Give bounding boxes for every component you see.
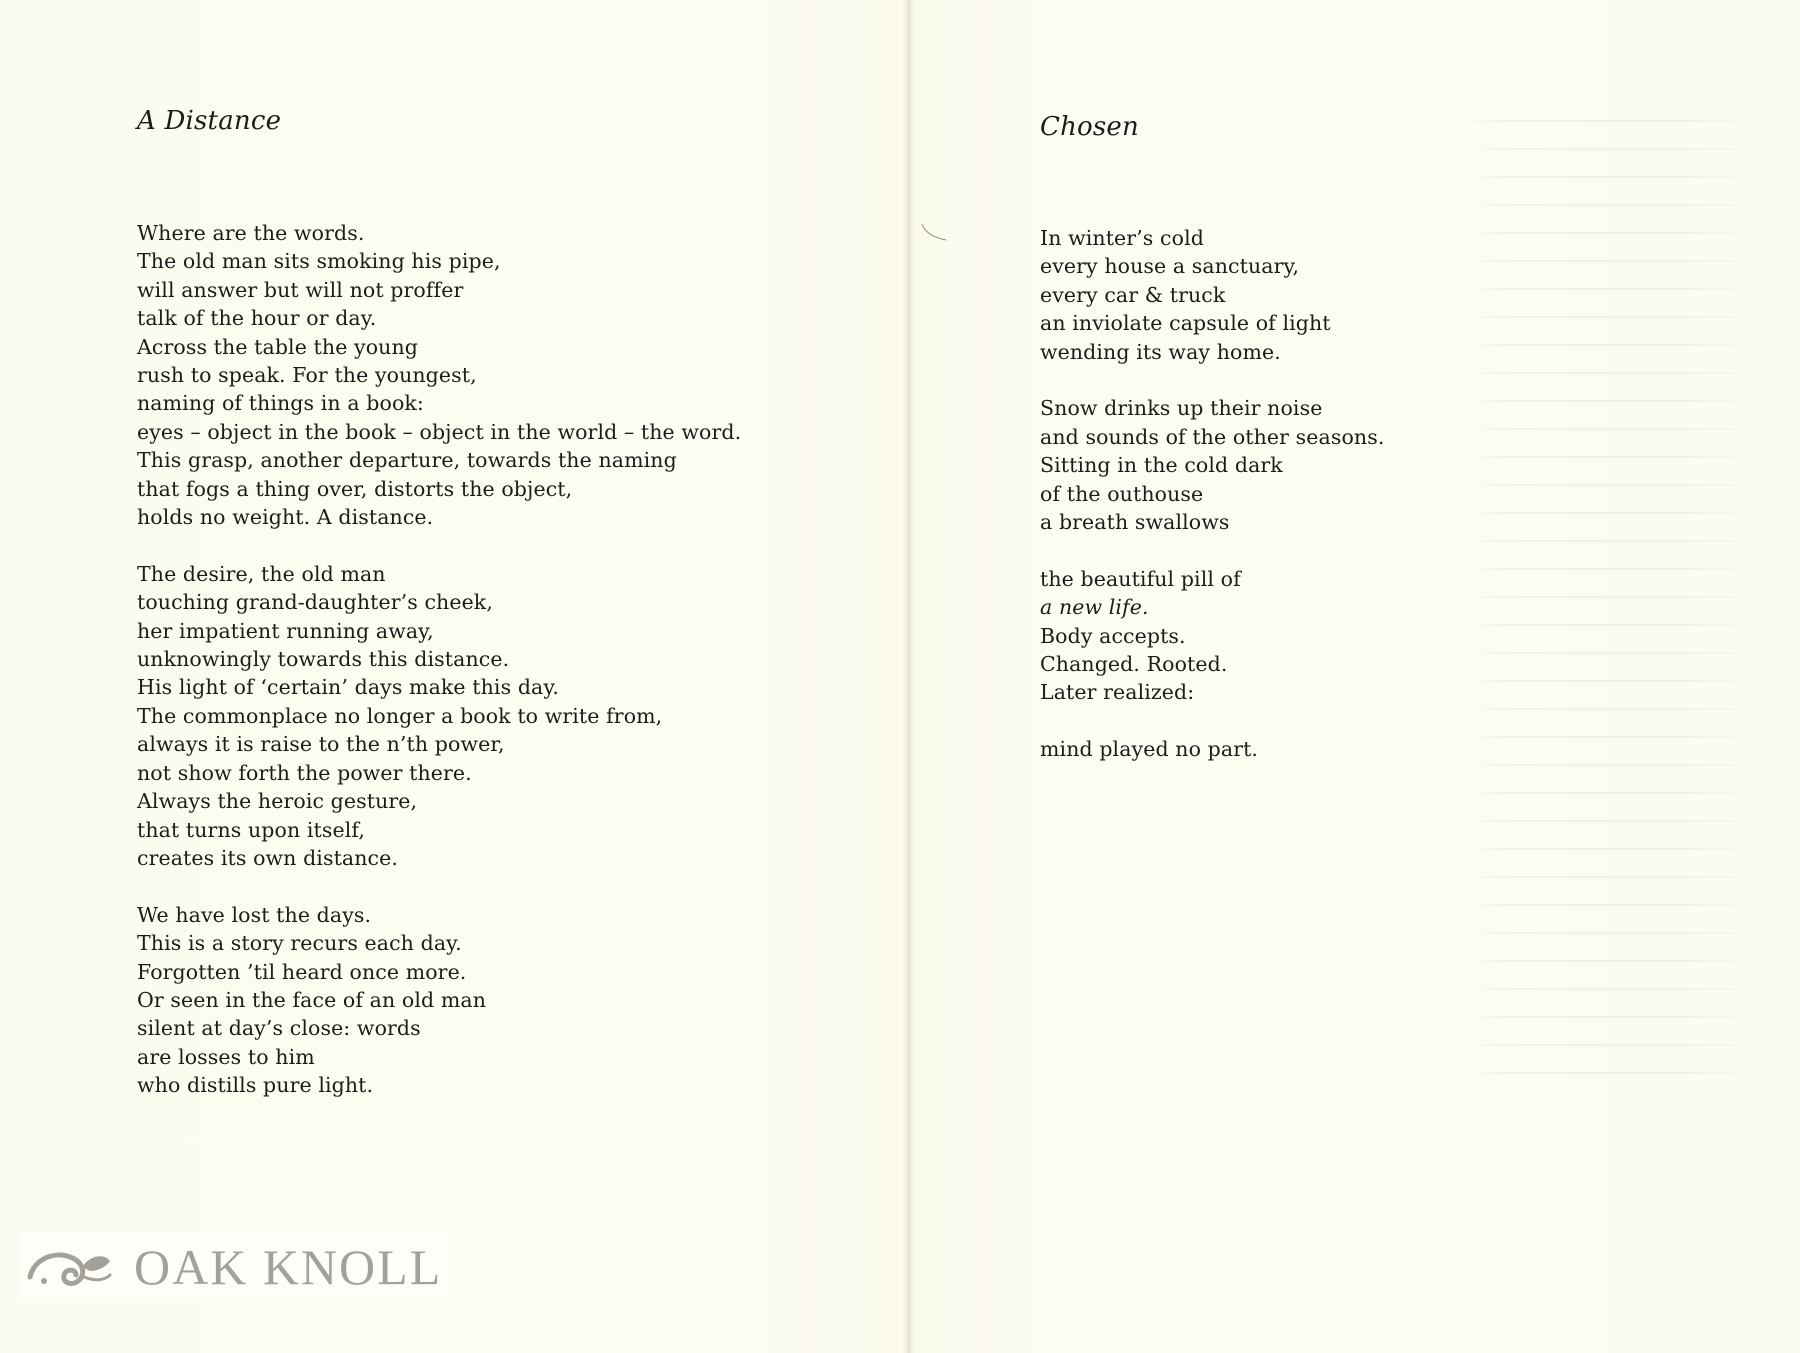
poem-line: This grasp, another departure, towards the naming [137, 448, 677, 473]
book-gutter [902, 0, 916, 1353]
poem-line: Always the heroic gesture, [137, 789, 418, 814]
poem-line: that fogs a thing over, distorts the object, [137, 476, 573, 501]
stanza [137, 219, 741, 531]
poem-line: of the outhouse [1040, 481, 1204, 506]
poem-line: The commonplace no longer a book to write from, [137, 703, 663, 728]
poem-line: an inviolate capsule of light [1040, 311, 1331, 336]
poem-line: always it is raise to the n’th power, [137, 732, 505, 757]
poem-line: are losses to him [137, 1044, 315, 1069]
poem-line: Forgotten ’til heard once more. [137, 959, 467, 984]
paper-mark [920, 222, 950, 242]
poem-line: a new life. [1040, 595, 1149, 620]
poem-title-right: Chosen [1040, 112, 1139, 142]
poem-title-left: A Distance [137, 106, 282, 136]
poem-line: rush to speak. For the youngest, [137, 363, 477, 388]
poem-line: her impatient running away, [137, 618, 434, 643]
poem-line: mind played no part. [1040, 737, 1259, 762]
poem-left [137, 219, 741, 1100]
poem-line: His light of ‘certain’ days make this day. [137, 675, 559, 700]
poem-line: Across the table the young [137, 334, 419, 359]
stanza [1040, 394, 1384, 536]
poem-right [1040, 224, 1384, 764]
poem-line: every house a sanctuary, [1040, 254, 1300, 279]
poem-line: This is a story recurs each day. [137, 931, 462, 956]
stanza [137, 901, 741, 1100]
poem-line: talk of the hour or day. [137, 306, 377, 331]
poem-line: a breath swallows [1040, 510, 1230, 535]
stanza [1040, 565, 1384, 707]
poem-line: The old man sits smoking his pipe, [137, 249, 501, 274]
poem-line: silent at day’s close: words [137, 1016, 421, 1041]
stanza [137, 560, 741, 872]
poem-line: unknowingly towards this distance. [137, 647, 510, 672]
poem-line: The desire, the old man [137, 561, 386, 586]
poem-line: eyes – object in the book – object in the world – the word. [137, 419, 742, 444]
poem-line: who distills pure light. [137, 1073, 374, 1098]
poem-line: creates its own distance. [137, 845, 398, 870]
watermark [18, 1232, 452, 1302]
poem-line: touching grand-daughter’s cheek, [137, 590, 493, 615]
poem-line: naming of things in a book: [137, 391, 424, 416]
watermark-text: OAK KNOLL [134, 1239, 443, 1295]
poem-line: wending its way home. [1040, 339, 1281, 364]
poem-line: the beautiful pill of [1040, 566, 1241, 591]
oak-leaf-icon [24, 1237, 116, 1297]
poem-line: Snow drinks up their noise [1040, 396, 1323, 421]
poem-line: Where are the words. [137, 221, 365, 245]
poem-line: We have lost the days. [137, 902, 372, 927]
poem-line: Body accepts. [1040, 623, 1186, 648]
poem-line: not show forth the power there. [137, 760, 472, 785]
poem-line: will answer but will not proffer [137, 277, 464, 302]
poem-line: Or seen in the face of an old man [137, 987, 487, 1012]
stanza [1040, 735, 1384, 763]
poem-line: Changed. Rooted. [1040, 652, 1228, 677]
poem-line: Sitting in the cold dark [1040, 453, 1283, 478]
poem-line: In winter’s cold [1040, 226, 1204, 250]
poem-line: holds no weight. A distance. [137, 505, 434, 530]
stanza [1040, 224, 1384, 366]
poem-line: every car & truck [1040, 282, 1226, 307]
poem-line: that turns upon itself, [137, 817, 365, 842]
poem-line: and sounds of the other seasons. [1040, 424, 1385, 449]
poem-line: Later realized: [1040, 680, 1195, 705]
